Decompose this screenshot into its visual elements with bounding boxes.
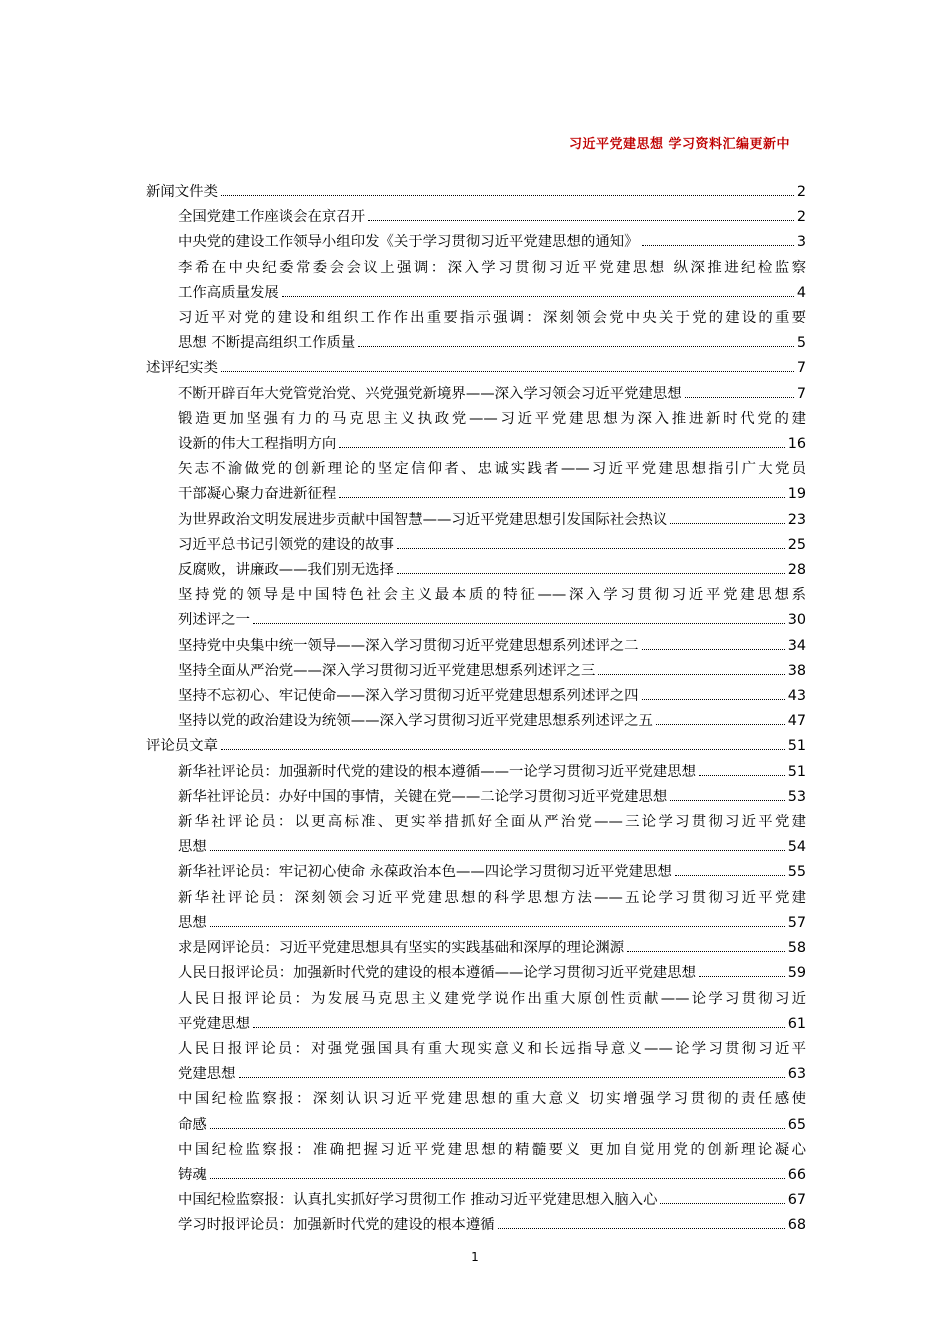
toc-entry-title: 中国纪检监察报：认真扎实抓好学习贯彻工作 推动习近平党建思想入脑入心 bbox=[178, 1192, 658, 1209]
dot-leader bbox=[282, 296, 794, 297]
dot-leader bbox=[358, 346, 794, 347]
toc-entry-page: 4 bbox=[796, 284, 806, 301]
toc-entry[interactable] bbox=[146, 936, 806, 961]
toc-entry[interactable] bbox=[146, 382, 806, 407]
toc-entry[interactable] bbox=[146, 306, 806, 356]
toc-entry[interactable] bbox=[146, 508, 806, 533]
toc-entry-page: 66 bbox=[787, 1166, 806, 1183]
toc-entry-page: 43 bbox=[787, 688, 806, 705]
toc-entry-title: 坚持不忘初心、牢记使命——深入学习贯彻习近平党建思想系列述评之四 bbox=[178, 688, 639, 705]
toc-entry[interactable] bbox=[146, 205, 806, 230]
page-number: 1 bbox=[471, 1250, 479, 1264]
toc-entry[interactable] bbox=[146, 1087, 806, 1137]
dot-leader bbox=[656, 724, 785, 725]
toc-entry-page: 25 bbox=[787, 536, 806, 553]
toc-entry-title-line: 锻造更加坚强有力的马克思主义执政党——习近平党建思想为深入推进新时代党的建 bbox=[178, 410, 806, 427]
toc-entry[interactable] bbox=[146, 634, 806, 659]
dot-leader bbox=[221, 371, 794, 372]
toc-entry-title: 铸魂 bbox=[178, 1166, 207, 1183]
toc-entry-title: 学习时报评论员：加强新时代党的建设的根本遵循 bbox=[178, 1217, 495, 1234]
toc-entry[interactable] bbox=[146, 1188, 806, 1213]
toc-entry-title: 列述评之一 bbox=[178, 612, 250, 629]
toc-entry[interactable] bbox=[146, 1213, 806, 1238]
toc-entry-title: 平党建思想 bbox=[178, 1015, 250, 1032]
toc-entry-title: 求是网评论员：习近平党建思想具有坚实的实践基础和深厚的理论渊源 bbox=[178, 940, 625, 957]
toc-entry-title: 坚持全面从严治党——深入学习贯彻习近平党建思想系列述评之三 bbox=[178, 662, 596, 679]
toc-entry[interactable] bbox=[146, 533, 806, 558]
dot-leader bbox=[210, 1178, 785, 1179]
toc-entry-page: 30 bbox=[787, 612, 806, 629]
dot-leader bbox=[498, 1228, 785, 1229]
toc-entry-title: 党建思想 bbox=[178, 1066, 236, 1083]
toc-entry-page: 55 bbox=[787, 864, 806, 881]
toc-entry-title: 全国党建工作座谈会在京召开 bbox=[178, 209, 366, 226]
dot-leader bbox=[368, 220, 794, 221]
toc-entry-title: 工作高质量发展 bbox=[178, 284, 279, 301]
toc-entry-title-line: 习近平对党的建设和组织工作作出重要指示强调：深刻领会党中央关于党的建设的重要 bbox=[178, 310, 806, 327]
dot-leader bbox=[660, 1203, 784, 1204]
toc-entry-title: 习近平总书记引领党的建设的故事 bbox=[178, 536, 394, 553]
toc-entry[interactable] bbox=[146, 785, 806, 810]
dot-leader bbox=[642, 649, 785, 650]
dot-leader bbox=[627, 951, 785, 952]
toc-entry-title: 为世界政治文明发展进步贡献中国智慧——习近平党建思想引发国际社会热议 bbox=[178, 511, 668, 528]
dot-leader bbox=[210, 926, 785, 927]
toc-entry-title-line: 新华社评论员：以更高标准、更实举措抓好全面从严治党——三论学习贯彻习近平党建 bbox=[178, 814, 806, 831]
dot-leader bbox=[685, 397, 794, 398]
toc-entry-page: 51 bbox=[787, 763, 806, 780]
toc-entry-page: 3 bbox=[796, 234, 806, 251]
toc-entry[interactable] bbox=[146, 230, 806, 255]
toc-section-heading[interactable] bbox=[146, 734, 806, 759]
toc-entry-title: 评论员文章 bbox=[146, 738, 218, 755]
toc-entry[interactable] bbox=[146, 709, 806, 734]
toc-entry-page: 7 bbox=[796, 360, 806, 377]
toc-entry-title: 不断开辟百年大党管党治党、兴党强党新境界——深入学习领会习近平党建思想 bbox=[178, 385, 682, 402]
toc-entry-page: 19 bbox=[787, 486, 806, 503]
toc-entry-title: 坚持以党的政治建设为统领——深入学习贯彻习近平党建思想系列述评之五 bbox=[178, 713, 653, 730]
toc-entry-page: 2 bbox=[796, 184, 806, 200]
toc-entry-title-line: 坚持党的领导是中国特色社会主义最本质的特征——深入学习贯彻习近平党建思想系 bbox=[178, 587, 806, 604]
toc-entry[interactable] bbox=[146, 684, 806, 709]
dot-leader bbox=[670, 800, 784, 801]
dot-leader bbox=[221, 195, 794, 196]
dot-leader bbox=[699, 976, 785, 977]
toc-entry-page: 2 bbox=[796, 209, 806, 226]
toc-entry-title-line: 新华社评论员：深刻领会习近平党建思想的科学思想方法——五论学习贯彻习近平党建 bbox=[178, 889, 806, 906]
dot-leader bbox=[397, 573, 785, 574]
toc-entry[interactable] bbox=[146, 810, 806, 860]
toc-entry-title: 新华社评论员：加强新时代党的建设的根本遵循——一论学习贯彻习近平党建思想 bbox=[178, 763, 697, 780]
toc-entry[interactable] bbox=[146, 961, 806, 986]
toc-entry-title: 干部凝心聚力奋进新征程 bbox=[178, 486, 337, 503]
dot-leader bbox=[642, 245, 794, 246]
toc-entry-title: 反腐败，讲廉政——我们别无选择 bbox=[178, 562, 394, 579]
dot-leader bbox=[397, 548, 785, 549]
toc-entry-title: 设新的伟大工程指明方向 bbox=[178, 436, 337, 453]
dot-leader bbox=[339, 447, 784, 448]
dot-leader bbox=[598, 674, 784, 675]
toc-entry-page: 67 bbox=[787, 1192, 806, 1209]
toc-entry-title: 中央党的建设工作领导小组印发《关于学习贯彻习近平党建思想的通知》 bbox=[178, 234, 639, 251]
dot-leader bbox=[642, 699, 785, 700]
toc-entry[interactable] bbox=[146, 583, 806, 633]
toc-entry-page: 51 bbox=[787, 738, 806, 755]
toc-entry-title: 坚持党中央集中统一领导——深入学习贯彻习近平党建思想系列述评之二 bbox=[178, 637, 639, 654]
dot-leader bbox=[210, 1128, 785, 1129]
toc-entry-page: 16 bbox=[787, 436, 806, 453]
toc-entry-title: 新华社评论员：牢记初心使命 永葆政治本色——四论学习贯彻习近平党建思想 bbox=[178, 864, 672, 881]
toc-entry[interactable] bbox=[146, 659, 806, 684]
dot-leader bbox=[253, 1027, 785, 1028]
toc-entry-page: 63 bbox=[787, 1066, 806, 1083]
toc-entry-title: 述评纪实类 bbox=[146, 360, 218, 377]
dot-leader bbox=[675, 875, 785, 876]
toc-entry-page: 57 bbox=[787, 914, 806, 931]
toc-entry[interactable] bbox=[146, 860, 806, 885]
toc-entry[interactable] bbox=[146, 256, 806, 306]
toc-entry-title-line: 人民日报评论员：为发展马克思主义建党学说作出重大原创性贡献——论学习贯彻习近 bbox=[178, 990, 806, 1007]
dot-leader bbox=[239, 1077, 785, 1078]
toc-entry-page: 61 bbox=[787, 1015, 806, 1032]
toc-entry-page: 59 bbox=[787, 965, 806, 982]
toc-entry-page: 53 bbox=[787, 788, 806, 805]
toc-entry-title-line: 人民日报评论员：对强党强国具有重大现实意义和长远指导意义——论学习贯彻习近平 bbox=[178, 1040, 806, 1057]
dot-leader bbox=[670, 523, 784, 524]
table-of-contents bbox=[146, 180, 806, 1239]
toc-entry-title-line: 中国纪检监察报：深刻认识习近平党建思想的重大意义 切实增强学习贯彻的责任感使 bbox=[178, 1091, 806, 1108]
toc-entry[interactable] bbox=[146, 407, 806, 457]
toc-entry-title: 人民日报评论员：加强新时代党的建设的根本遵循——论学习贯彻习近平党建思想 bbox=[178, 965, 697, 982]
toc-entry-page: 23 bbox=[787, 511, 806, 528]
toc-entry[interactable] bbox=[146, 760, 806, 785]
toc-entry-page: 28 bbox=[787, 562, 806, 579]
toc-entry-title: 思想 bbox=[178, 839, 207, 856]
toc-entry-page: 54 bbox=[787, 839, 806, 856]
dot-leader bbox=[253, 623, 785, 624]
toc-entry-page: 7 bbox=[796, 385, 806, 402]
dot-leader bbox=[221, 749, 785, 750]
toc-entry[interactable] bbox=[146, 457, 806, 507]
toc-entry-page: 58 bbox=[787, 940, 806, 957]
toc-section-heading[interactable] bbox=[146, 180, 806, 205]
toc-entry-title: 命感 bbox=[178, 1116, 207, 1133]
toc-entry-page: 65 bbox=[787, 1116, 806, 1133]
dot-leader bbox=[210, 850, 785, 851]
toc-entry-page: 68 bbox=[787, 1217, 806, 1234]
toc-entry-title: 思想 bbox=[178, 914, 207, 931]
toc-entry[interactable] bbox=[146, 1037, 806, 1087]
toc-entry-page: 5 bbox=[796, 335, 806, 352]
toc-entry-page: 34 bbox=[787, 637, 806, 654]
toc-entry-title-line: 中国纪检监察报：准确把握习近平党建思想的精髓要义 更加自觉用党的创新理论凝心 bbox=[178, 1141, 806, 1158]
toc-entry[interactable] bbox=[146, 1138, 806, 1188]
dot-leader bbox=[699, 775, 785, 776]
toc-section-heading[interactable] bbox=[146, 356, 806, 381]
running-header: 习近平党建思想 学习资料汇编更新中 bbox=[568, 137, 790, 152]
toc-entry-title-line: 矢志不渝做党的创新理论的坚定信仰者、忠诚实践者——习近平党建思想指引广大党员 bbox=[178, 461, 806, 478]
toc-entry[interactable] bbox=[146, 558, 806, 583]
toc-entry-title: 新闻文件类 bbox=[146, 184, 218, 200]
dot-leader bbox=[339, 497, 784, 498]
toc-entry[interactable] bbox=[146, 886, 806, 936]
toc-entry-title-line: 李希在中央纪委常委会会议上强调：深入学习贯彻习近平党建思想 纵深推进纪检监察 bbox=[178, 259, 806, 276]
toc-entry[interactable] bbox=[146, 987, 806, 1037]
toc-entry-title: 思想 不断提高组织工作质量 bbox=[178, 335, 356, 352]
toc-entry-title: 新华社评论员：办好中国的事情，关键在党——二论学习贯彻习近平党建思想 bbox=[178, 788, 668, 805]
toc-entry-page: 47 bbox=[787, 713, 806, 730]
toc-entry-page: 38 bbox=[787, 662, 806, 679]
